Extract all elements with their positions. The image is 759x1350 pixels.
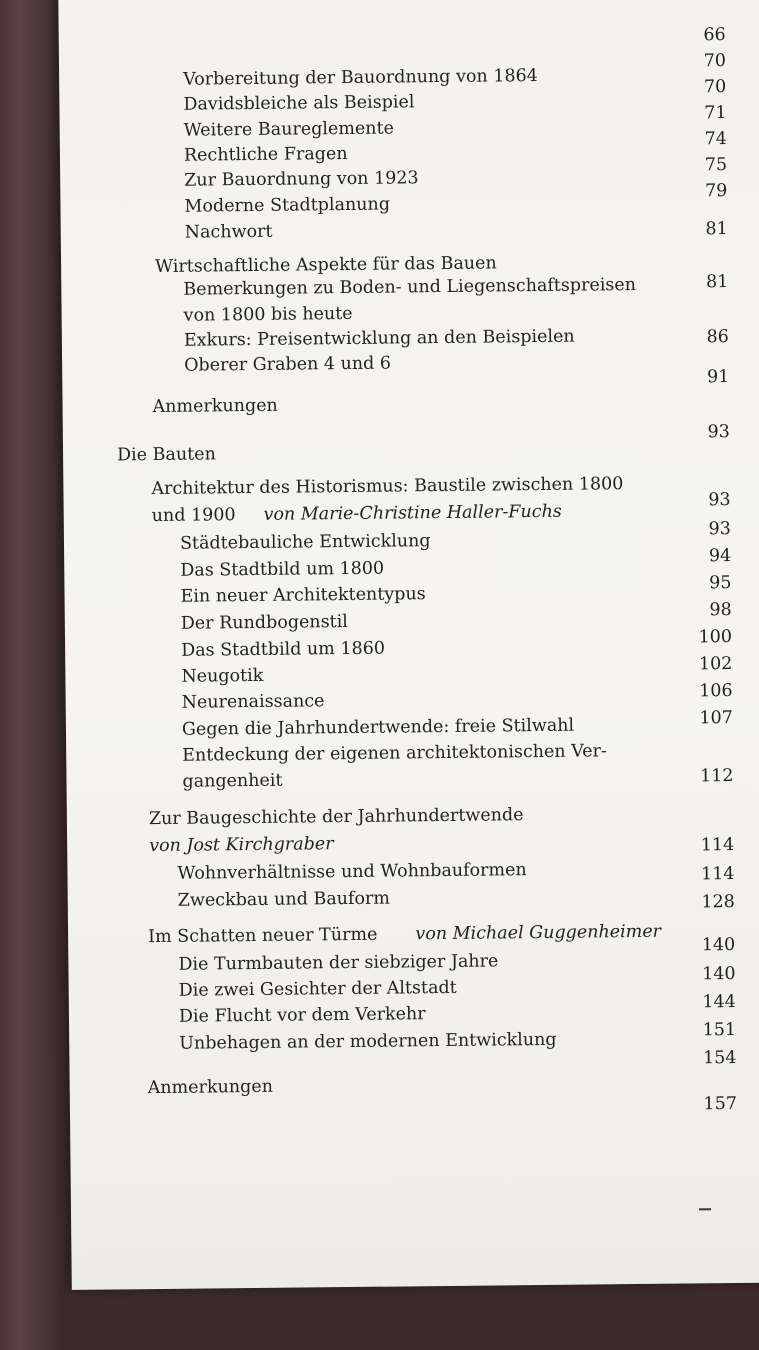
toc-entry-title: Städtebauliche Entwicklung [179,531,431,554]
toc-page-number: 81 [705,219,728,240]
toc-entry-title: Unbehagen an der modernen Entwicklung [179,1029,557,1054]
toc-entry [148,922,661,947]
toc-page-number: 100 [698,626,733,648]
toc-entry [182,771,282,792]
toc-page-number: 71 [704,103,727,124]
toc-page-number: 86 [706,326,729,348]
toc-page-number: 140 [702,963,736,985]
toc-entry [152,396,277,417]
toc-entry-title: Oberer Graben 4 und 6 [184,353,392,376]
toc-page-number: 74 [704,129,727,150]
toc-entry-title: gangenheit [182,770,283,792]
toc-page-number: 93 [708,489,731,511]
page-mark [699,1208,711,1210]
toc-entry [151,474,623,499]
toc-entry [180,584,425,607]
toc-page-number: 114 [700,834,735,856]
toc-entry [117,444,216,465]
toc-entry [149,805,524,829]
toc-entry-title: Bemerkungen zu Boden- und Liegenschaftspreisen [183,274,637,300]
toc-entry-title: Architektur des Historismus: Baustile zwischen 1800 [151,474,624,500]
toc-entry-title: Nachwort [184,221,273,243]
toc-page-number: 154 [702,1047,737,1069]
toc-entry-title: Zur Bauordnung von 1923 [184,168,419,191]
toc-page-number: 144 [702,991,736,1013]
toc-entry-author: von Jost Kirchgraber [149,834,334,857]
toc-entry [184,118,394,140]
toc-entry [182,691,325,712]
toc-entry-title: Zur Baugeschichte der Jahrhundertwende [148,805,524,830]
toc-entry [179,1004,426,1027]
toc-entry-title: Das Stadtbild um 1800 [180,558,385,581]
toc-entry-title: Die Turmbauten der siebziger Jahre [178,951,499,975]
toc-entry [181,612,348,634]
toc-page-number: 107 [699,707,733,729]
toc-entry-title: und 1900 [151,505,236,527]
toc-entry-title: Anmerkungen [147,1076,274,1099]
toc-entry-title: von 1800 bis heute [183,303,353,326]
toc-page-number: 151 [702,1019,737,1041]
toc-entry [184,327,575,351]
toc-entry [183,275,636,300]
toc-entry-title: Wohnverhältnisse und Wohnbauformen [177,860,527,884]
toc-entry [182,741,607,765]
toc-entry-author: von Michael Guggenheimer [415,921,662,945]
toc-page-number: 95 [709,572,732,594]
toc-entry [184,304,353,326]
toc-page-number: 98 [709,599,732,621]
toc-entry-title: Vorbereitung der Bauordnung von 1864 [183,65,538,90]
toc-page-number: 114 [700,863,735,885]
toc-page-number: 70 [703,77,727,98]
toc-entry [183,66,538,90]
toc-entry-title: Ein neuer Architektentypus [180,584,426,607]
toc-entry-title: Gegen die Jahrhundertwende: freie Stilwahl [181,715,575,740]
toc-entry-title: Der Rundbogenstil [180,612,348,634]
book-page [58,0,759,1290]
toc-page-number: 93 [707,421,730,443]
toc-entry-title: Davidsbleiche als Beispiel [183,92,415,115]
toc-entry [179,978,457,1001]
toc-entry [180,559,384,581]
toc-page-number: 91 [706,366,730,388]
toc-page-number: 140 [701,934,736,956]
toc-page-number: 94 [708,545,732,567]
toc-entry [184,195,390,217]
toc-page-number: 75 [704,155,728,176]
toc-page-number: 79 [704,181,728,202]
toc-entry-title: Moderne Stadtplanung [184,194,391,217]
toc-entry [184,144,348,166]
toc-entry [185,222,273,243]
toc-entry [184,168,419,190]
toc-entry-title: Anmerkungen [152,395,278,418]
toc-entry-author: von Marie-Christine Haller-Fuchs [263,501,562,525]
toc-entry [184,354,391,376]
toc-entry-title: Die Bauten [116,444,216,466]
toc-page-number: 106 [699,680,733,702]
toc-entry [149,834,334,856]
toc-entry [177,860,526,884]
toc-entry [148,1077,273,1098]
toc-entry [178,951,498,974]
toc-entry-title: Im Schatten neuer Türme [148,924,378,948]
toc-entry-title: Rechtliche Fragen [183,143,348,166]
toc-page-number: 157 [703,1093,738,1115]
toc-entry-title: Weitere Baureglemente [183,118,395,141]
toc-page-number: 102 [698,653,733,675]
toc-entry [182,716,574,740]
toc-entry-title: Exkurs: Preisentwicklung an den Beispielen [183,326,575,351]
toc-entry-title: Wirtschaftliche Aspekte für das Bauen [155,253,497,277]
toc-entry [155,253,497,277]
toc-page-number: 66 [703,25,726,46]
toc-entry-title: Die zwei Gesichter der Altstadt [178,977,457,1001]
toc-entry [152,502,562,526]
toc-entry-title: Zweckbau und Bauform [177,888,391,911]
toc-entry-title: Die Flucht vor dem Verkehr [178,1004,426,1027]
toc-entry-title: Neugotik [181,665,264,687]
toc-entry [181,666,263,687]
toc-page-number: 128 [701,891,735,913]
toc-entry [180,531,431,554]
toc-entry-title: Neurenaissance [181,691,325,713]
toc-page-number: 93 [708,518,731,540]
toc-entry [181,639,385,661]
toc-page-number: 70 [703,51,727,72]
toc-entry [178,889,390,911]
toc-entry [183,92,414,114]
toc-page-number: 112 [699,765,734,787]
toc-entry-title: Das Stadtbild um 1860 [181,638,386,661]
toc-entry-title: Entdeckung der eigenen architektonischen Ver- [182,741,607,766]
toc-entry [179,1030,557,1054]
toc-page-number: 81 [705,271,729,293]
